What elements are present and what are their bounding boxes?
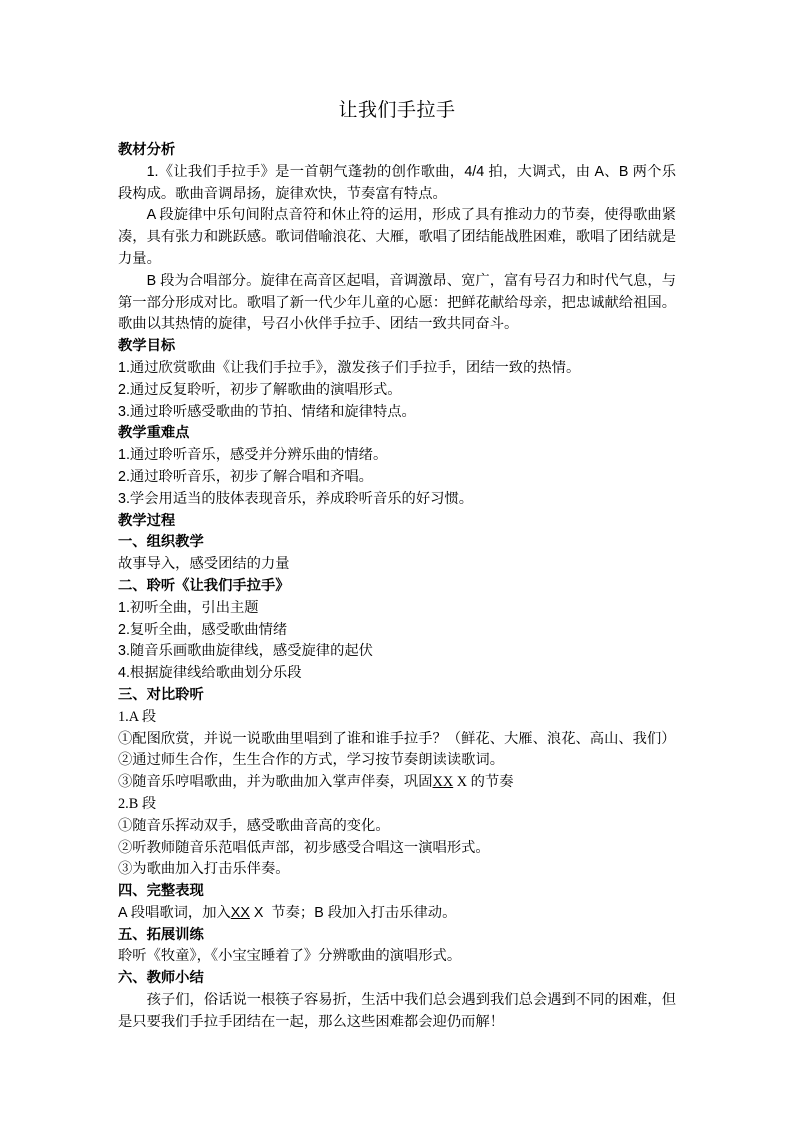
rhythm-underlined: XX [230, 904, 250, 921]
step-body-3 [118, 707, 676, 881]
section-body-jiaoxue-zhongnandian [118, 445, 676, 510]
section-heading-jiaoxue-mubiao: 教学目标 [118, 338, 176, 355]
subgroup-label-b: 2.B 段 [118, 795, 157, 812]
list-item: 2.通过反复聆听，初步了解歌曲的演唱形式。 [118, 381, 402, 398]
paragraph: B 段为合唱部分。旋律在高音区起唱，音调激昂、宽广，富有号召力和时代气息，与第一部分形成对比。歌唱了新一代少年儿童的心愿：把鲜花献给母亲，把忠诚献给祖国。歌曲以其热情的旋律，号召小伙伴手拉手、团结一致共同奋斗。 [118, 272, 676, 333]
list-item: 3.学会用适当的肢体表现音乐，养成聆听音乐的好习惯。 [118, 490, 474, 507]
step-heading-4: 四、完整表现 [118, 883, 204, 900]
step-heading-5: 五、拓展训练 [118, 926, 204, 943]
list-item: ②通过师生合作，生生合作的方式，学习按节奏朗读读歌词。 [118, 752, 505, 769]
step-body-2 [118, 598, 676, 685]
section-jiaoxue-guocheng [118, 511, 676, 1034]
paragraph: 1.《让我们手拉手》是一首朝气蓬勃的创作歌曲，4/4 拍，大调式，由 A、B 两个乐段构成。歌曲音调昂扬，旋律欢快，节奏富有特点。 [118, 163, 676, 202]
page-title: 让我们手拉手 [338, 100, 456, 121]
section-body-jiaocai-fenxi [118, 162, 676, 336]
step-body-1 [118, 554, 676, 576]
rhythm-prefix: ③随音乐哼唱歌曲，并为歌曲加入掌声伴奏，巩固 [118, 774, 433, 791]
rhythm-middle: X [249, 904, 264, 921]
paragraph: 聆听《牧童》，《小宝宝睡着了》分辨歌曲的演唱形式。 [118, 948, 462, 965]
rhythm-prefix: A 段唱歌词，加入 [118, 904, 231, 921]
step-heading-2: 二、聆听《让我们手拉手》 [118, 577, 290, 594]
section-heading-jiaocai-fenxi: 教材分析 [118, 142, 176, 158]
rhythm-underlined: XX [432, 774, 454, 791]
section-jiaocai-fenxi [118, 140, 676, 336]
list-item: 1.通过欣赏歌曲《让我们手拉手》，激发孩子们手拉手，团结一致的热情。 [118, 359, 581, 376]
section-heading-jiaoxue-guocheng: 教学过程 [118, 512, 176, 529]
list-item: ①配图欣赏，并说一说歌曲里唱到了谁和谁手拉手？（鲜花、大雁、浪花、高山、我们） [118, 730, 676, 747]
list-item: ②听教师随音乐范唱低声部，初步感受合唱这一演唱形式。 [118, 839, 490, 856]
subgroup-label-a: 1.A 段 [118, 708, 157, 725]
list-item: 1.通过聆听音乐，感受并分辨乐曲的情绪。 [118, 447, 388, 464]
step-heading-3: 三、对比聆听 [118, 686, 204, 703]
list-item: 2.通过聆听音乐，初步了解合唱和齐唱。 [118, 468, 373, 485]
rhythm-suffix: 节奏；B 段加入打击乐律动。 [263, 904, 457, 921]
paragraph: 故事导入，感受团结的力量 [118, 556, 290, 573]
step-heading-1: 一、组织教学 [118, 534, 204, 551]
step-heading-6: 六、教师小结 [118, 970, 204, 987]
step-body-6 [118, 990, 676, 1034]
step-body-4 [118, 903, 676, 925]
section-jiaoxue-mubiao [118, 336, 676, 423]
list-item: 4.根据旋律线给歌曲划分乐段 [118, 665, 302, 682]
list-item: ③为歌曲加入打击乐伴奏。 [118, 861, 290, 878]
list-item: 3.通过聆听感受歌曲的节拍、情绪和旋律特点。 [118, 403, 416, 420]
rhythm-line-a [118, 772, 676, 794]
step-body-5 [118, 946, 676, 968]
list-item: 1.初听全曲，引出主题 [118, 599, 259, 616]
list-item: 3.随音乐画歌曲旋律线，感受旋律的起伏 [118, 643, 373, 660]
rhythm-suffix: 的节奏 [467, 774, 514, 791]
list-item: ①随音乐挥动双手，感受歌曲音高的变化。 [118, 817, 390, 834]
rhythm-line-full [118, 903, 676, 925]
paragraph: 孩子们，俗话说一根筷子容易折，生活中我们总会遇到我们总会遇到不同的困难，但是只要我们手拉手团结在一起，那么这些困难都会迎仍而解！ [118, 992, 676, 1030]
rhythm-middle: X [453, 774, 468, 791]
list-item: 2.复听全曲，感受歌曲情绪 [118, 621, 288, 638]
section-jiaoxue-zhongnandian [118, 423, 676, 510]
section-body-jiaoxue-mubiao [118, 358, 676, 423]
paragraph: A 段旋律中乐句间附点音符和休止符的运用，形成了具有推动力的节奏，使得歌曲紧凑，具有张力和跳跃感。歌词借喻浪花、大雁，歌唱了团结能战胜困难，歌唱了团结就是力量。 [118, 207, 676, 267]
section-heading-jiaoxue-zhongnandian: 教学重难点 [118, 425, 190, 442]
